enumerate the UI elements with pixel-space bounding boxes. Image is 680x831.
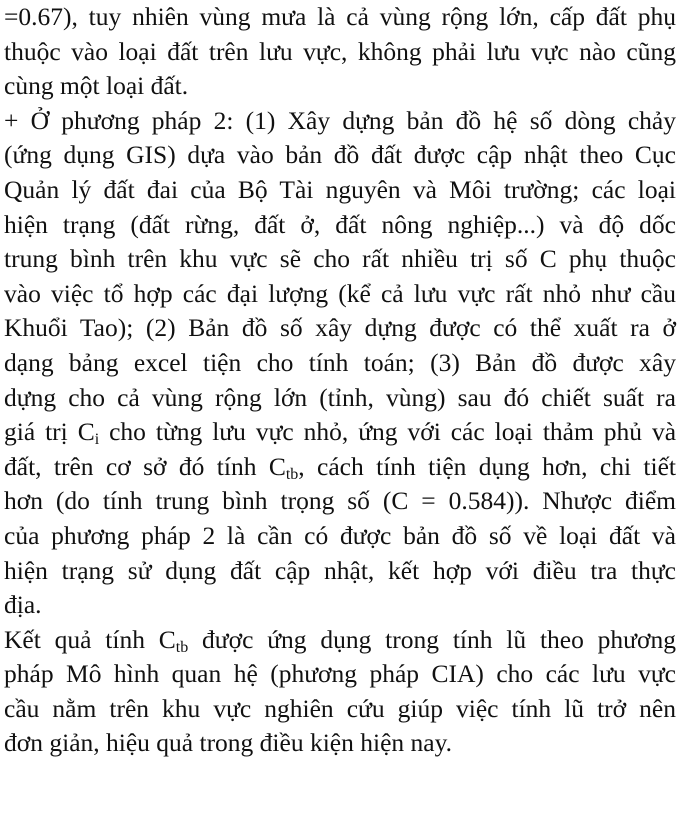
text-segment: hiện trạng (đất rừng, đất ở, đất nông nghiệp...) và độ dốc: [4, 209, 676, 239]
subscript: i: [94, 431, 100, 449]
text-line: [4, 138, 676, 173]
text-line: [4, 726, 676, 761]
text-segment: hơn (do tính trung bình trọng số (C = 0.584)). Nhược điểm: [4, 486, 676, 516]
text-segment: giá trị C: [4, 417, 95, 447]
text-line: [4, 346, 676, 381]
text-line: [4, 415, 676, 450]
text-line: [4, 208, 676, 243]
text-line: [4, 35, 676, 70]
text-segment: hiện trạng sử dụng đất cập nhật, kết hợp với điều tra thực: [4, 555, 676, 585]
text-segment: , cách tính tiện dụng hơn, chi tiết: [298, 451, 676, 481]
text-line: [4, 173, 676, 208]
text-line: [4, 104, 676, 139]
text-line: [4, 588, 676, 623]
text-segment: dạng bảng excel tiện cho tính toán; (3) Bản đồ được xây: [4, 347, 676, 377]
text-segment: cho từng lưu vực nhỏ, ứng với các loại thảm phủ và: [99, 417, 677, 447]
text-line: [4, 519, 676, 554]
text-line: [4, 311, 676, 346]
text-segment: đơn giản, hiệu quả trong điều kiện hiện nay.: [4, 728, 453, 758]
text-line: [4, 692, 676, 727]
text-segment: Kết quả tính C: [4, 624, 176, 654]
text-segment: cùng một loại đất.: [4, 71, 189, 101]
text-line: [4, 623, 676, 658]
text-line: [4, 554, 676, 589]
text-segment: (ứng dụng GIS) dựa vào bản đồ đất được cập nhật theo Cục: [4, 140, 676, 170]
text-segment: + Ở phương pháp 2: (1) Xây dựng bản đồ hệ số dòng chảy: [4, 105, 676, 135]
text-line: [4, 484, 676, 519]
text-segment: =0.67), tuy nhiên vùng mưa là cả vùng rộng lớn, cấp đất phụ: [4, 2, 676, 31]
text-segment: địa.: [4, 590, 42, 620]
text-line: [4, 0, 676, 35]
text-segment: cầu nằm trên khu vực nghiên cứu giúp việc tính lũ trở nên: [4, 693, 676, 723]
text-line: [4, 381, 676, 416]
document-body: [4, 0, 676, 761]
text-line: [4, 657, 676, 692]
text-line: [4, 242, 676, 277]
text-segment: thuộc vào loại đất trên lưu vực, không phải lưu vực nào cũng: [4, 36, 676, 66]
subscript: tb: [285, 465, 299, 483]
text-segment: đất, trên cơ sở đó tính C: [4, 451, 286, 481]
text-line: [4, 450, 676, 485]
text-segment: Khuổi Tao); (2) Bản đồ số xây dựng được có thể xuất ra ở: [4, 313, 676, 343]
text-segment: của phương pháp 2 là cần có được bản đồ số về loại đất và: [4, 520, 676, 550]
text-segment: Quản lý đất đai của Bộ Tài nguyên và Môi trường; các loại: [4, 174, 676, 204]
text-segment: pháp Mô hình quan hệ (phương pháp CIA) cho các lưu vực: [4, 659, 676, 689]
text-line: [4, 69, 676, 104]
text-segment: được ứng dụng trong tính lũ theo phương: [188, 624, 676, 654]
text-segment: trung bình trên khu vực sẽ cho rất nhiều trị số C phụ thuộc: [4, 244, 676, 274]
text-segment: dựng cho cả vùng rộng lớn (tỉnh, vùng) sau đó chiết suất ra: [4, 382, 676, 412]
subscript: tb: [175, 638, 189, 656]
text-segment: vào việc tổ hợp các đại lượng (kể cả lưu vực rất nhỏ như cầu: [4, 278, 676, 308]
text-line: [4, 277, 676, 312]
